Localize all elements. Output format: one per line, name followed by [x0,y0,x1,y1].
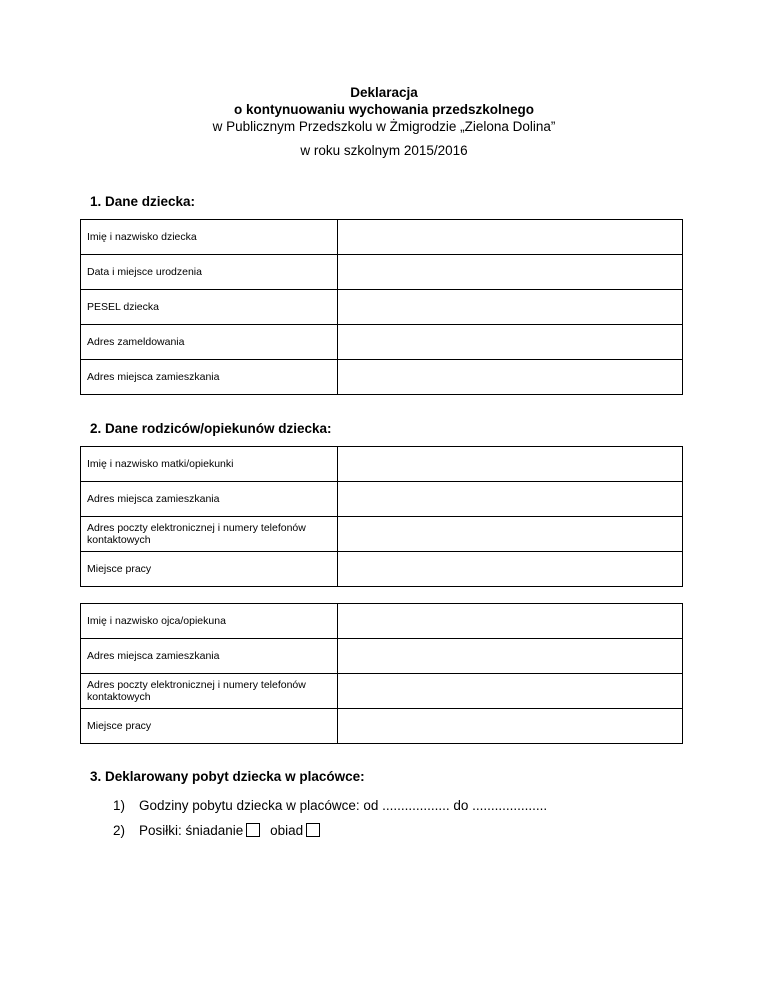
child-data-table [80,219,683,395]
field-label: Adres miejsca zamieszkania [81,360,338,395]
field-label: Adres zameldowania [81,325,338,360]
document-header [0,84,768,158]
field-label: PESEL dziecka [81,290,338,325]
father-address-field[interactable] [338,639,683,674]
table-row [81,639,683,674]
mother-address-field[interactable] [338,482,683,517]
child-name-field[interactable] [338,220,683,255]
item-number: 2) [113,823,126,838]
registered-address-field[interactable] [338,325,683,360]
father-name-field[interactable] [338,604,683,639]
meals-declaration [113,823,320,838]
table-row [81,360,683,395]
field-label: Adres miejsca zamieszkania [81,482,338,517]
field-label: Imię i nazwisko matki/opiekunki [81,447,338,482]
table-row [81,325,683,360]
section-1-heading: 1. Dane dziecka: [90,194,196,209]
school-year: w roku szkolnym 2015/2016 [300,143,468,158]
field-label: Miejsce pracy [81,552,338,587]
residence-address-field[interactable] [338,360,683,395]
document-subtitle: o kontynuowaniu wychowania przedszkolnego [233,102,535,117]
field-label: Imię i nazwisko dziecka [81,220,338,255]
pesel-field[interactable] [338,290,683,325]
field-label: Miejsce pracy [81,709,338,744]
institution-name: w Publicznym Przedszkolu w Żmigrodzie „Zielona Dolina” [212,119,556,134]
table-row [81,447,683,482]
hours-text: Godziny pobytu dziecka w placówce: od .................. do .................... [139,798,548,813]
table-row [81,517,683,552]
table-row [81,552,683,587]
breakfast-checkbox[interactable] [246,823,260,837]
field-label: Data i miejsce urodzenia [81,255,338,290]
meals-label: Posiłki: śniadanie [139,823,244,838]
table-row [81,709,683,744]
section-3-heading: 3. Deklarowany pobyt dziecka w placówce: [90,769,365,784]
field-label: Imię i nazwisko ojca/opiekuna [81,604,338,639]
father-workplace-field[interactable] [338,709,683,744]
field-label: Adres poczty elektronicznej i numery telefonów kontaktowych [81,517,338,552]
section-2-heading: 2. Dane rodziców/opiekunów dziecka: [90,421,332,436]
table-row [81,674,683,709]
lunch-label: obiad [270,823,304,838]
mother-data-table [80,446,683,587]
mother-workplace-field[interactable] [338,552,683,587]
birth-date-place-field[interactable] [338,255,683,290]
father-data-table [80,603,683,744]
document-title: Deklaracja [350,85,418,100]
item-number: 1) [113,798,126,813]
field-label: Adres miejsca zamieszkania [81,639,338,674]
field-label: Adres poczty elektronicznej i numery telefonów kontaktowych [81,674,338,709]
lunch-checkbox[interactable] [306,823,320,837]
mother-name-field[interactable] [338,447,683,482]
table-row [81,482,683,517]
table-row [81,255,683,290]
mother-contact-field[interactable] [338,517,683,552]
hours-declaration [113,798,547,813]
father-contact-field[interactable] [338,674,683,709]
table-row [81,220,683,255]
table-row [81,604,683,639]
table-row [81,290,683,325]
